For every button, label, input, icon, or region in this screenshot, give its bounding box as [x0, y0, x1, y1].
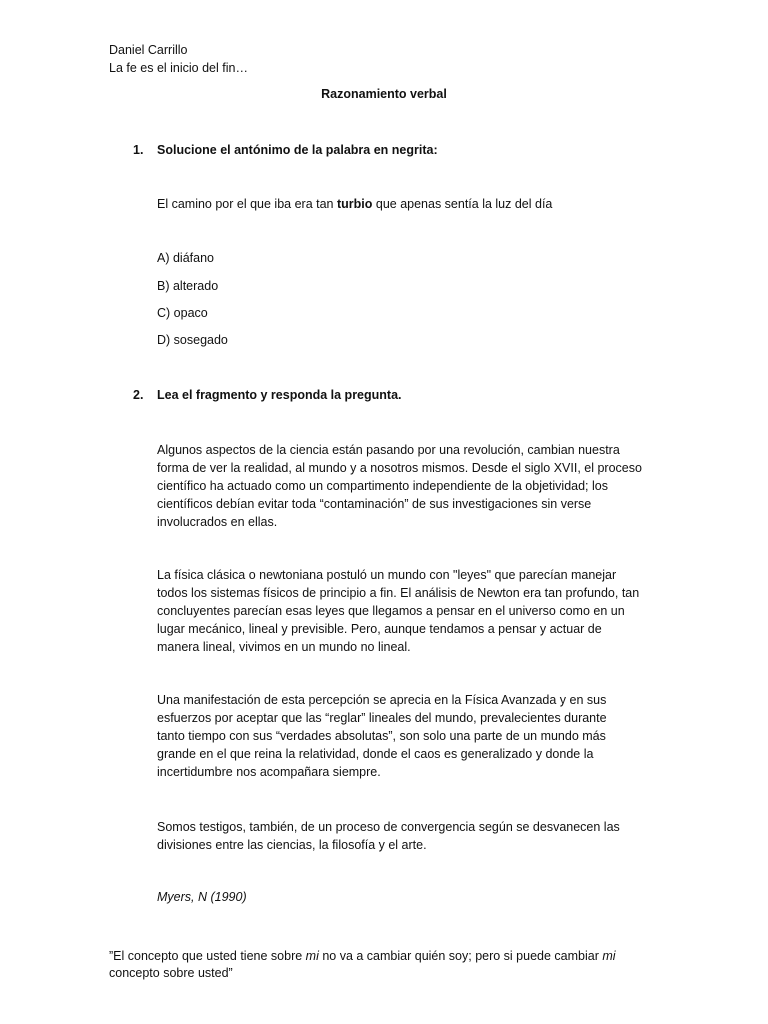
option-d: D) sosegado — [157, 333, 228, 347]
option-c: C) opaco — [157, 306, 208, 320]
sentence-part-before: El camino por el que iba era tan — [157, 197, 337, 211]
option-a: A) diáfano — [157, 251, 214, 265]
paragraph-line: científicos debían evitar toda “contaminación” de sus investigaciones sin verse — [157, 497, 592, 511]
paragraph-line: Somos testigos, también, de un proceso de convergencia según se desvanecen las — [157, 820, 620, 834]
paragraph-line: tanto tiempo con sus “verdades absolutas”, son solo una parte de un mundo más — [157, 729, 606, 743]
question-1-prompt: Solucione el antónimo de la palabra en negrita: — [157, 143, 438, 157]
document-subtitle: La fe es el inicio del fin… — [109, 61, 248, 75]
paragraph-line: Una manifestación de esta percepción se aprecia en la Física Avanzada y en sus — [157, 693, 607, 707]
sentence-part-after: que apenas sentía la luz del día — [372, 197, 553, 211]
paragraph-line: científico ha actuado como un compartimento independiente de la objetividad; los — [157, 479, 608, 493]
fragment-paragraph-2 — [157, 566, 677, 656]
citation: Myers, N (1990) — [157, 890, 247, 904]
paragraph-line: concluyentes parecían esas leyes que llegamos a pensar en el universo como en un — [157, 604, 625, 618]
fragment-paragraph-1 — [157, 441, 677, 531]
paragraph-line: grande en el que reina la relatividad, donde el caos es generalizado y donde la — [157, 747, 594, 761]
question-2-number: 2. — [133, 388, 144, 402]
question-2-prompt: Lea el fragmento y responda la pregunta. — [157, 388, 402, 402]
author-name: Daniel Carrillo — [109, 43, 188, 57]
quote-text: no va a cambiar quién soy; pero si puede cambiar — [318, 949, 603, 963]
paragraph-line: forma de ver la realidad, al mundo y a nosotros mismos. Desde el siglo XVII, el proceso — [157, 461, 642, 475]
paragraph-line: involucrados en ellas. — [157, 515, 278, 529]
paragraph-line: incertidumbre nos acompañara siempre. — [157, 765, 381, 779]
paragraph-line: esfuerzos por aceptar que las “reglar” lineales del mundo, prevalecientes durante — [157, 711, 607, 725]
page-title: Razonamiento verbal — [321, 87, 447, 101]
question-1-number: 1. — [133, 143, 144, 157]
quote-emphasis: mi — [305, 949, 319, 963]
paragraph-line: manera lineal, vivimos en un mundo no lineal. — [157, 640, 411, 654]
paragraph-line: Algunos aspectos de la ciencia están pasando por una revolución, cambian nuestra — [157, 443, 620, 457]
paragraph-line: La física clásica o newtoniana postuló un mundo con "leyes" que parecían manejar — [157, 568, 617, 582]
footer-quote-line-1 — [109, 949, 616, 963]
quote-emphasis: mi — [602, 949, 616, 963]
fragment-paragraph-4 — [157, 818, 677, 854]
paragraph-line: todos los sistemas físicos de principio a fin. El análisis de Newton era tan profundo, tan — [157, 586, 640, 600]
option-b: B) alterado — [157, 279, 219, 293]
question-1-sentence — [157, 197, 552, 211]
bold-word: turbio — [336, 197, 373, 211]
paragraph-line: divisiones entre las ciencias, la filosofía y el arte. — [157, 838, 427, 852]
fragment-paragraph-3 — [157, 691, 677, 781]
quote-text: ”El concepto que usted tiene sobre — [109, 949, 306, 963]
footer-quote-line-2: concepto sobre usted” — [109, 966, 233, 980]
paragraph-line: lugar mecánico, lineal y previsible. Pero, aunque tendamos a pensar y actuar de — [157, 622, 602, 636]
